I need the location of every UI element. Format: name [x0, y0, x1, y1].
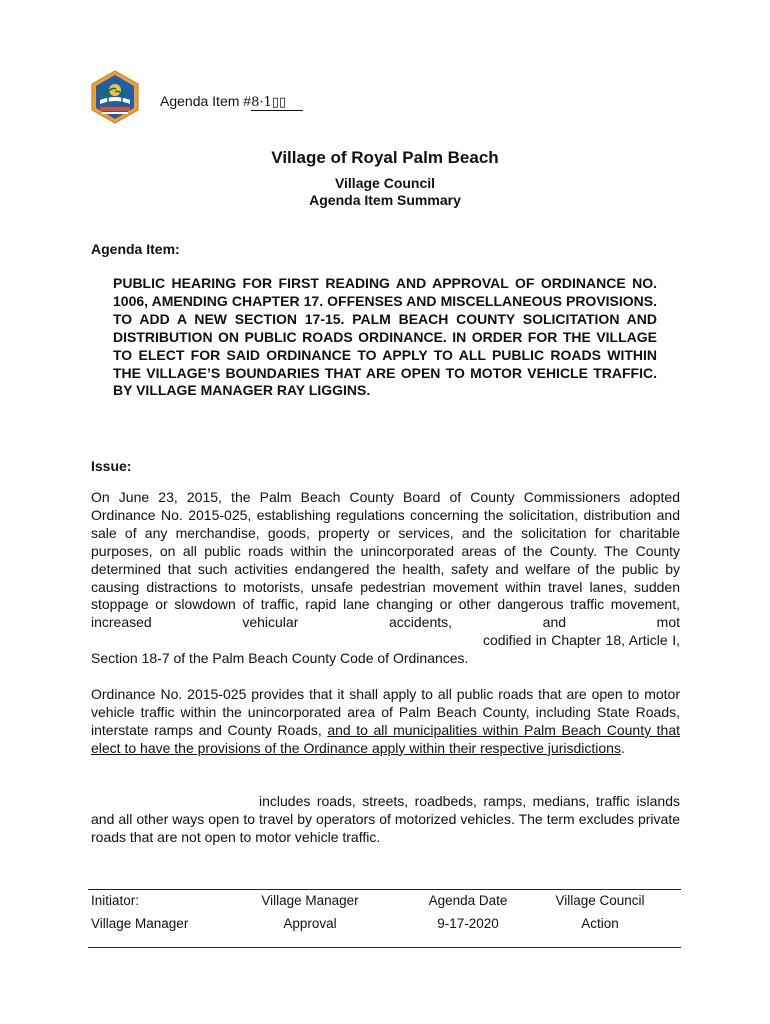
table-header-agenda-date: Agenda Date — [428, 893, 508, 908]
document-title: Village of Royal Palm Beach — [271, 148, 499, 167]
issue-paragraph-2-end: . — [620, 739, 625, 756]
table-value-approval: Approval — [283, 916, 337, 931]
agenda-item-number: 8·1▯▯ — [251, 96, 303, 111]
agenda-item-number-line — [160, 93, 303, 111]
issue-paragraph-2 — [91, 686, 680, 758]
table-value-council-action: Action — [581, 916, 619, 931]
table-top-rule — [88, 889, 681, 890]
agenda-item-summary-text: PUBLIC HEARING FOR FIRST READING AND APPROVAL OF ORDINANCE NO. 1006, AMENDING CHAPTER 17. OFFENSES AND MISCELLANEOUS PROVISIONS. TO ADD A NEW SECTION 17-15. PALM BEACH COUNTY SOLICITATION AND DISTRIBUTION ON PUBLIC ROADS ORDINANCE. IN ORDER FOR THE VILLAGE TO ELECT FOR SAID ORDINANCE TO APPLY TO ALL PUBLIC ROADS WITHIN THE VILLAGE’S BOUNDARIES THAT ARE OPEN TO MOTOR VEHICLE TRAFFIC. BY VILLAGE MANAGER RAY LIGGINS. — [113, 275, 657, 399]
issue-paragraph-3-text: includes roads, streets, roadbeds, ramps, medians, traffic islands and all other ways open to travel by operators of motorized vehicles. The term excludes private roads that are not open to motor vehicle traffic. — [91, 793, 680, 845]
table-header-village-manager: Village Manager — [261, 893, 359, 908]
issue-heading: Issue: — [91, 458, 132, 474]
issue-paragraph-2-part-a: Ordinance No. 2015-025 provides that it shall apply to all public roads that are open to motor vehicle traffic within the unincorporated area of Palm Beach County, including State Roads, interstate ramps and County Roads, — [91, 686, 680, 738]
issue-paragraph-3 — [91, 793, 680, 847]
issue-paragraph-2-underlined: and to all municipalities within Palm Beach County that elect to have the provisions of the Ordinance apply within their respective jurisdictions — [91, 721, 680, 756]
document-subtitle-2: Agenda Item Summary — [309, 192, 461, 208]
issue-paragraph-1 — [91, 489, 680, 668]
agenda-item-heading: Agenda Item: — [91, 241, 180, 257]
table-header-initiator: Initiator: — [91, 893, 140, 908]
agenda-item-number-label: Agenda Item # — [160, 93, 252, 109]
table-bottom-rule — [88, 947, 681, 948]
table-value-agenda-date: 9-17-2020 — [437, 916, 499, 931]
village-seal-logo — [90, 70, 140, 124]
table-value-initiator: Village Manager — [91, 916, 189, 931]
issue-paragraph-1-part-a: On June 23, 2015, the Palm Beach County Board of County Commissioners adopted Ordinance No. 2015-025, establishing regulations concerning the solicitation, distribution and sale of any merchandise, goods, property or services, and the solicitation for charitable purposes, on all public roads within the unincorporated areas of the County. The County determined that such activities endangered the health, safety and welfare of the public by causing distractions to motorists, unsafe pedestrian movement within travel lanes, sudden stoppage or slowdown of traffic, rapid lane changing or other dangerous traffic movement, increased vehicular accidents, and mot — [91, 489, 680, 631]
table-header-village-council: Village Council — [555, 893, 645, 908]
issue-paragraph-1-part-b: codified in Chapter 18, Article I, Section 18-7 of the Palm Beach County Code of Ordinances. — [91, 632, 680, 667]
document-subtitle: Village Council — [334, 175, 436, 191]
